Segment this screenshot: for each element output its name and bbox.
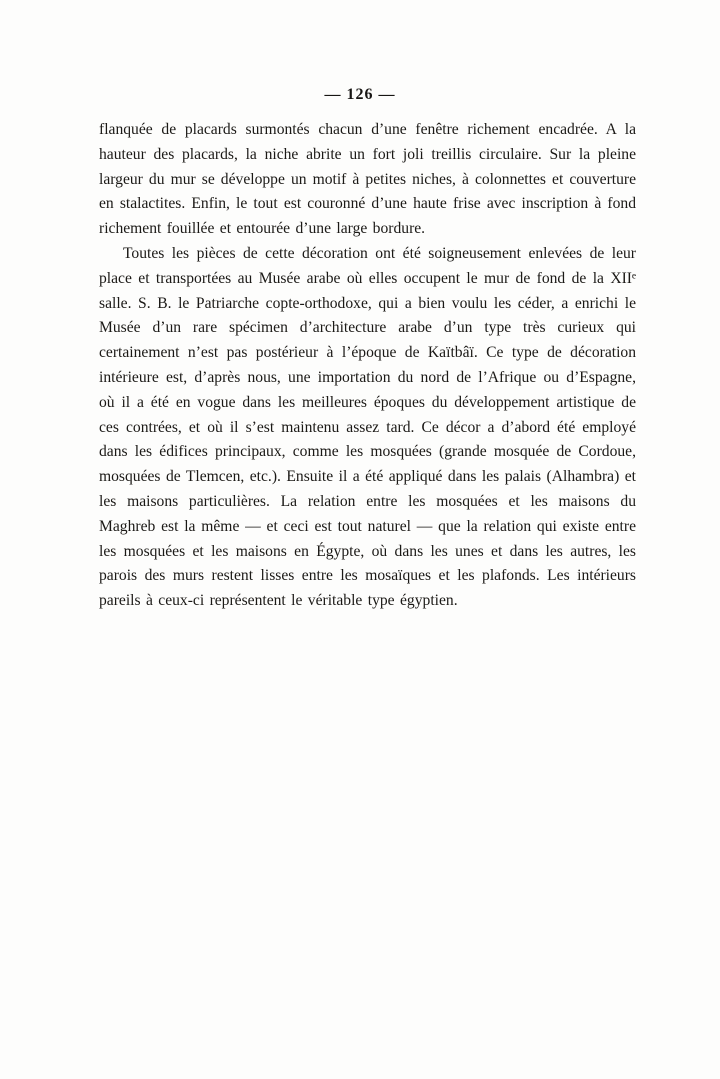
paragraph-continuation: flanquée de placards surmontés chacun d’une fenêtre richement encadrée. A la hauteur des placards, la niche abrite un fort joli treillis circulaire. Sur la pleine largeur du mur se développe un motif à petites niches, à colonnettes et couverture en stalactites. Enfin, le tout est couronné d’une haute frise avec inscription à fond richement fouillée et entourée d’une large bordure.: [99, 121, 636, 238]
page-number: — 126 —: [324, 86, 396, 103]
page-text-block: [99, 118, 636, 614]
paragraph-main: Toutes les pièces de cette décoration ont été soigneusement enlevées de leur place et transportées au Musée arabe où elles occupent le mur de fond de la XIIᵉ salle. S. B. le Patriarche copte-orthodoxe, qui a bien voulu les céder, a enrichi le Musée d’un rare spécimen d’architecture arabe d’un type très curieux qui certainement n’est pas postérieur à l’époque de Kaïtbâï. Ce type de décoration intérieure est, d’après nous, une importation du nord de l’Afrique ou d’Espagne, où il a été en vogue dans les meilleures époques du développement artistique de ces contrées, et où il s’est maintenu assez tard. Ce décor a d’abord été employé dans les édifices principaux, comme les mosquées (grande mosquée de Cordoue, mosquées de Tlemcen, etc.). Ensuite il a été appliqué dans les palais (Alhambra) et les maisons particulières. La relation entre les mosquées et les maisons du Maghreb est la même — et ceci est tout naturel — que la relation qui existe entre les mosquées et les maisons en Égypte, où dans les unes et dans les autres, les parois des murs restent lisses entre les mosaïques et les plafonds. Les intérieurs pareils à ceux-ci représentent le véritable type égyptien.: [99, 244, 636, 610]
